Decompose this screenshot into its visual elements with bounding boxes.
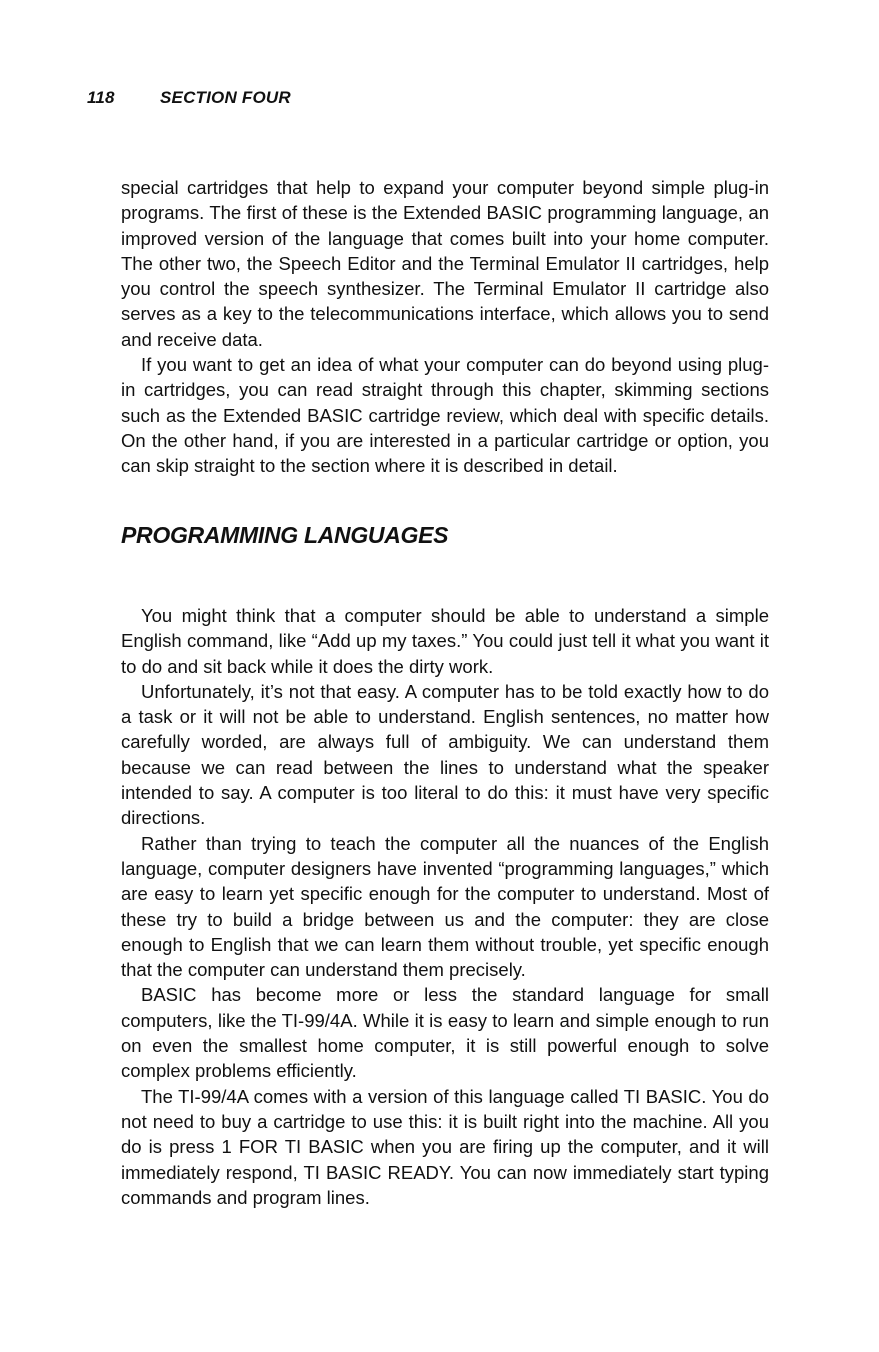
paragraph: BASIC has become more or less the standard language for small computers, like the TI-99/4A. While it is easy to learn and simple enough to run on even the smallest home computer, it is still powerful enough to solve complex problems efficiently.: [121, 984, 769, 1082]
paragraph: special cartridges that help to expand your computer beyond simple plug-in programs. The first of these is the Extended BASIC programming language, an improved version of the language that comes built into your home computer. The other two, the Speech Editor and the Terminal Emulator II cartridges, help you control the speech synthesizer. The Terminal Emulator II cartridge also serves as a key to the telecommunications interface, which allows you to send and receive data.: [121, 177, 769, 350]
page-number: 118: [87, 88, 115, 107]
running-head: [87, 88, 291, 108]
paragraph: You might think that a computer should be able to understand a simple English command, like “Add up my taxes.” You could just tell it what you want it to do and sit back while it does the dirty work.: [121, 605, 769, 677]
intro-text: [121, 175, 769, 479]
section-body: [121, 603, 769, 1210]
paragraph: The TI-99/4A comes with a version of this language called TI BASIC. You do not need to buy a cartridge to use this: it is built right into the machine. All you do is press 1 FOR TI BASIC when you are firing up the computer, and it will immediately respond, TI BASIC READY. You can now immediately start typing commands and program lines.: [121, 1085, 769, 1208]
paragraph: Rather than trying to teach the computer all the nuances of the English language, computer designers have invented “programming languages,” which are easy to learn yet specific enough for the computer to understand. Most of these try to build a bridge between us and the computer: they are close enough to English that we can learn them without trouble, yet specific enough that the computer can understand them precisely.: [121, 832, 769, 981]
paragraph: If you want to get an idea of what your computer can do beyond using plug-in cartridges, you can read straight through this chapter, skimming sections such as the Extended BASIC cartridge review, which deal with specific details. On the other hand, if you are interested in a particular cartridge or option, you can skip straight to the section where it is described in detail.: [121, 354, 769, 477]
section-heading: PROGRAMMING LANGUAGES: [121, 522, 449, 548]
paragraph: Unfortunately, it’s not that easy. A computer has to be told exactly how to do a task or it will not be able to understand. English sentences, no matter how carefully worded, are always full of ambiguity. We can understand them because we can read between the lines to understand what the speaker intended to say. A computer is too literal to do this: it must have very specific directions.: [121, 680, 769, 829]
section-label: SECTION FOUR: [160, 88, 291, 107]
